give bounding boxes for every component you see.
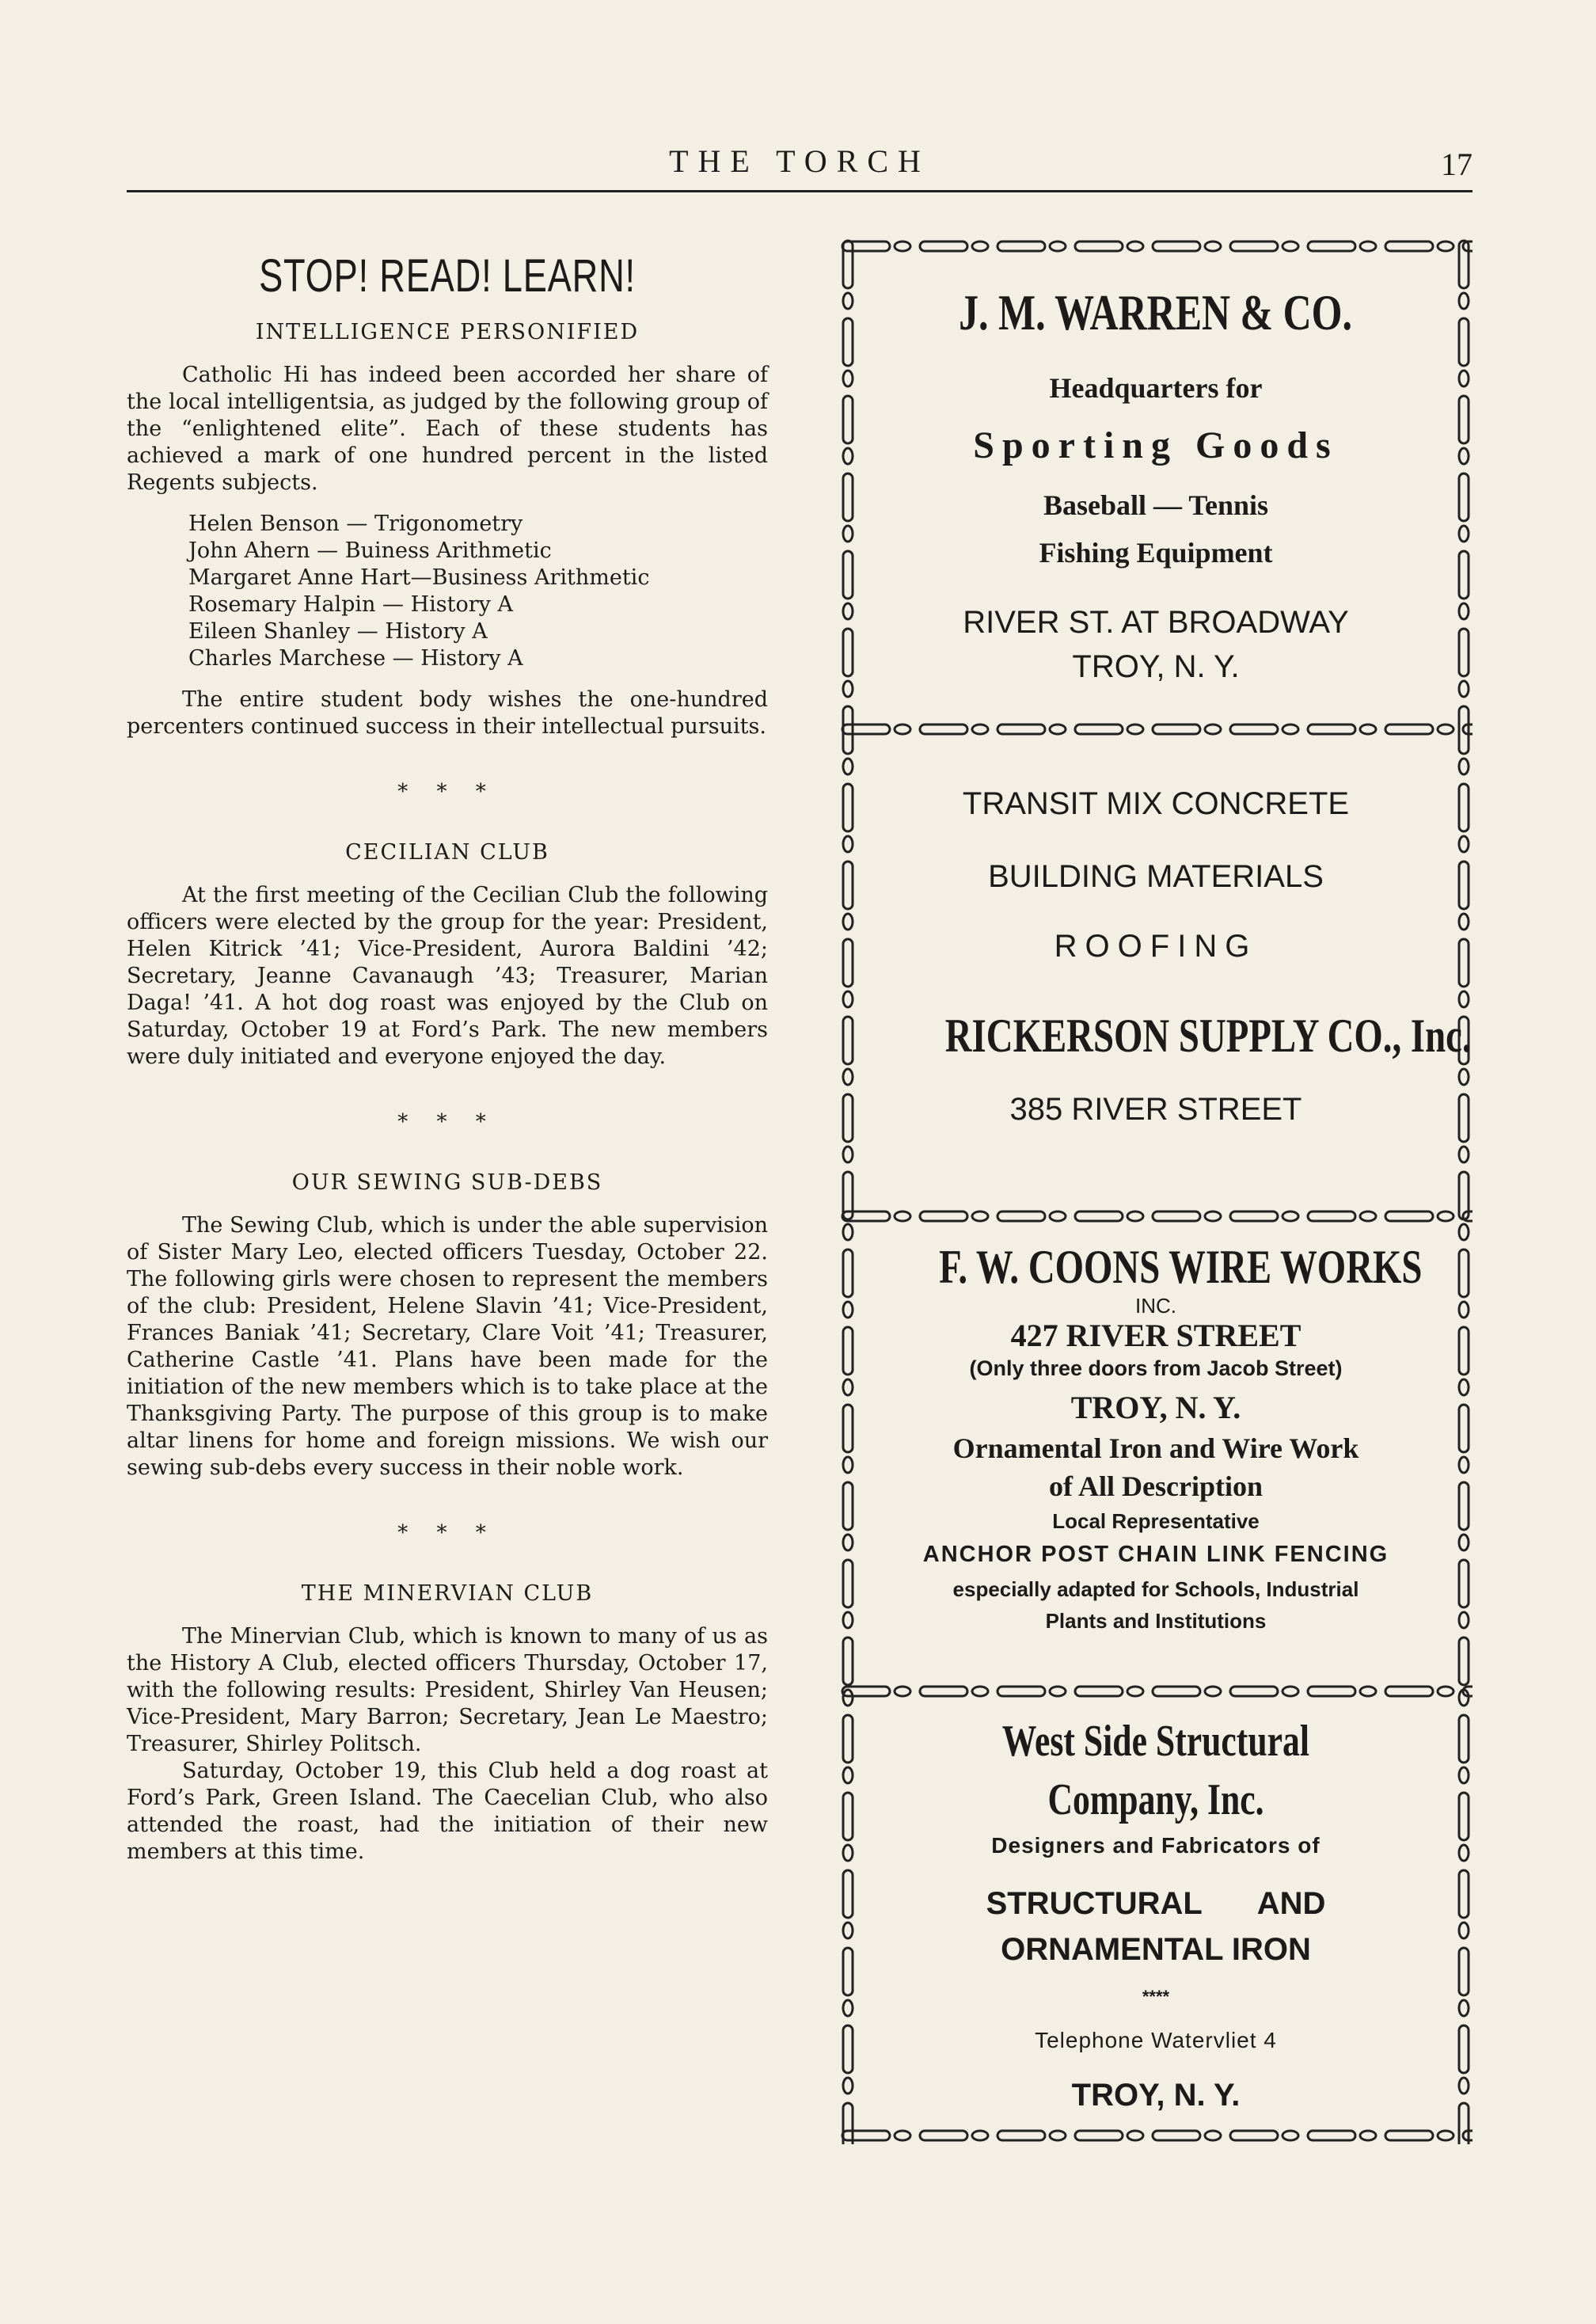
chain-border-top [839,238,1472,255]
chain-border-right [1455,238,1472,2144]
sewing-text: The Sewing Club, which is under the able supervision of Sister Mary Leo, elected officers Tuesday, October 22. The following girls were chosen to represent the members of the club: President, Helene Slavin ’41; Vice-President, Frances Baniak ’41; Secretary, Clare Voit ’41; Treasurer, Catherine Castle ’41. Plans have been made for the initiation of the new members which is to take place at the Thanksgiving Party. The purpose of this group is to make altar linens for home and foreign missions. We wish our sewing sub-debs every success in their noble work. [127,1213,768,1480]
chain-border-divider [839,1208,1472,1225]
ad-coons-line6: Plants and Institutions [1045,1609,1267,1633]
section-title-sewing: OUR SEWING SUB-DEBS [291,1170,603,1195]
ad-coons-address: 427 RIVER STREET [1010,1318,1302,1353]
ad-warren-line4: Fishing Equipment [1039,537,1273,569]
chain-border-divider [839,721,1472,738]
advertisement-column [839,238,1472,2146]
minervian-text-2: Saturday, October 19, this Club held a dog roast at Ford’s Park, Green Island. The Caecelian Club, who also attended the roast, had the initiation of their new members at this time. [127,1759,768,1864]
ad-westside-city: TROY, N. Y. [1071,2078,1241,2113]
student-item: Rosemary Halpin — History A [188,592,513,617]
ad-rickerson [871,784,1472,1129]
ad-rickerson-name: RICKERSON SUPPLY CO., Inc. [944,1010,1472,1062]
header-rule [127,190,1472,192]
ad-rickerson-line2: BUILDING MATERIALS [988,859,1324,894]
ad-warren-line1: Headquarters for [1049,372,1263,404]
ad-coons-line3: Local Representative [1052,1509,1260,1533]
ad-westside-name2: Company, Inc. [1047,1775,1264,1824]
page-heading: STOP! READ! LEARN! [259,250,636,302]
student-item: Margaret Anne Hart—Business Arithmetic [188,565,650,590]
ad-westside [871,1714,1441,2115]
intelligence-closing: The entire student body wishes the one-hundred percenters continued success in their intellectual pursuits. [127,687,768,739]
ad-coons-note: (Only three doors from Jacob Street) [969,1356,1343,1380]
ad-warren [871,281,1441,687]
ad-coons-line2: of All Description [1049,1470,1263,1502]
ad-coons-line1: Ornamental Iron and Wire Work [952,1432,1359,1464]
running-header [127,143,1472,187]
ad-rickerson-line1: TRANSIT MIX CONCRETE [962,786,1350,821]
cecilian-text: At the first meeting of the Cecilian Club the following officers were elected by the group for the year: President, Helen Kitrick ’41; Vice-President, Aurora Baldini ’42; Secretary, Jeanne Cavanaugh ’43; Treasurer, Marian Daga! ’41. A hot dog roast was enjoyed by the Club on Saturday, October 19 at Ford’s Park. The new members were duly initiated and everyone enjoyed the day. [127,883,768,1069]
ad-warren-line6: TROY, N. Y. [1072,649,1240,684]
ad-rickerson-line3: ROOFING [1054,929,1258,964]
ad-westside-name1: West Side Structural [1001,1717,1310,1766]
section-separator: * * * [397,1521,497,1545]
chain-border-bottom [839,2127,1472,2144]
left-column [127,249,768,1880]
chain-border-left [839,238,857,2144]
ad-westside-line3: ORNAMENTAL IRON [1001,1932,1311,1967]
ad-warren-line5: RIVER ST. AT BROADWAY [963,605,1349,640]
intelligence-intro: Catholic Hi has indeed been accorded her share of the local intelligentsia, as judged by the following group of the “enlightened elite”. Each of these students has achieved a mark of one hundred percent in the listed Regents subjects. [127,363,768,495]
ad-westside-line2: STRUCTURAL AND [986,1886,1326,1921]
section-separator: * * * [397,780,497,804]
student-item: Charles Marchese — History A [188,646,523,671]
ad-coons-line5: especially adapted for Schools, Industrial [952,1577,1359,1601]
ad-warren-line2: Sporting Goods [973,424,1339,466]
minervian-text-1: The Minervian Club, which is known to many of us as the History A Club, elected officers Thursday, October 17, with the following results: President, Shirley Van Heusen; Vice-President, Mary Barron; Secretary, Jean Le Maestro; Treasurer, Shirley Politsch. [127,1624,768,1756]
page-number: 17 [1441,146,1472,182]
section-separator: * * * [397,1110,497,1134]
ad-coons-city: TROY, N. Y. [1070,1390,1241,1425]
student-list [188,511,768,672]
ad-westside-phone: Telephone Watervliet 4 [1035,2028,1277,2052]
chain-border-divider [839,1683,1472,1700]
ad-westside-line1: Designers and Fabricators of [991,1833,1320,1858]
ad-warren-line3: Baseball — Tennis [1043,489,1269,521]
section-title-minervian: THE MINERVIAN CLUB [301,1581,594,1606]
ad-rickerson-address: 385 RIVER STREET [1009,1092,1302,1127]
student-item: Eileen Shanley — History A [188,619,488,644]
ad-westside-stars: **** [1142,1987,1170,2006]
section-title-intelligence: INTELLIGENCE PERSONIFIED [255,320,640,344]
ad-coons [871,1239,1441,1635]
student-item: John Ahern — Buiness Arithmetic [188,538,552,563]
student-item: Helen Benson — Trigonometry [188,512,523,536]
ad-coons-name: F. W. COONS WIRE WORKS [939,1241,1423,1293]
ad-warren-name: J. M. WARREN & CO. [959,284,1353,340]
running-title: THE TORCH [669,143,930,179]
ad-coons-inc: INC. [1135,1294,1176,1318]
ad-coons-line4: ANCHOR POST CHAIN LINK FENCING [922,1542,1389,1567]
section-title-cecilian: CECILIAN CLUB [345,840,549,865]
